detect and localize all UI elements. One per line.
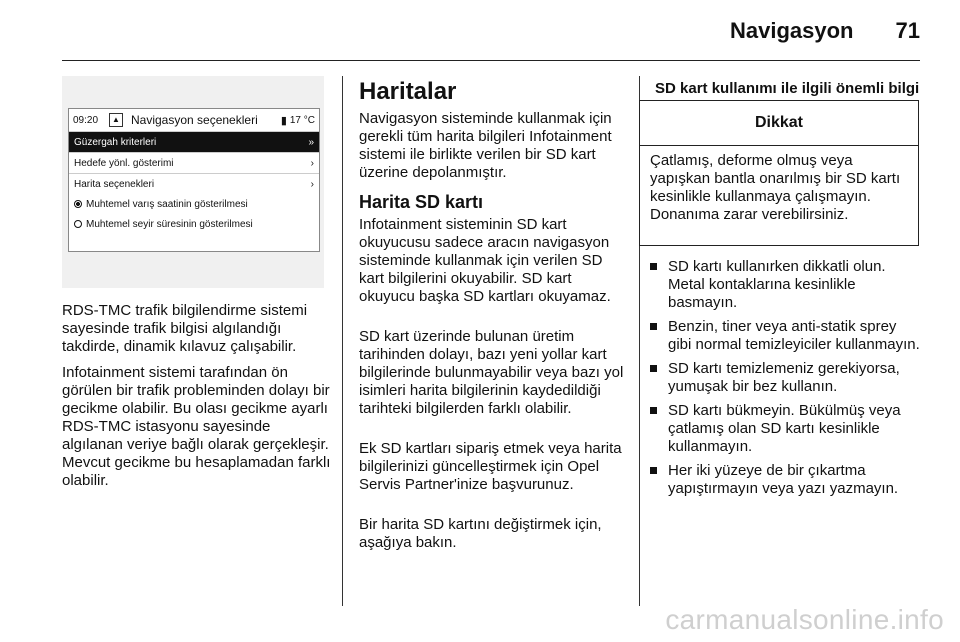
list-item xyxy=(648,360,923,396)
option-travel-duration[interactable] xyxy=(69,214,319,234)
menu-item-map-options[interactable] xyxy=(69,173,319,194)
bullet-square-icon xyxy=(650,467,657,474)
screen-time: 09:20 xyxy=(73,114,99,126)
left-paragraph-2: Infotainment sistemi tarafından ön görülen bir trafik probleminden dolayı bir gecikme olabilir. Bu olası gecikme ayarlı RDS-TMC istasyonu sayesinde algılanan veriye bağlı olarak gerçekleşir. Mevcut gecikme bu hesaplamadan farklı olabilir. xyxy=(62,364,331,489)
radio-empty-icon xyxy=(74,220,82,228)
nav-options-screen xyxy=(68,108,320,252)
list-item-text: SD kartı kullanırken dikkatli olun. Metal kontaklarına kesinlikle basmayın. xyxy=(668,258,886,311)
list-item-text: SD kartı temizlemeniz gerekiyorsa, yumuşak bir bez kullanın. xyxy=(668,360,900,395)
section-heading-sd-usage: SD kart kullanımı ile ilgili önemli bilgi xyxy=(655,80,920,97)
radio-selected-icon xyxy=(74,200,82,208)
option-label: Muhtemel seyir süresinin gösterilmesi xyxy=(86,218,253,230)
section-subheading-sd-card: Harita SD kartı xyxy=(359,192,484,212)
menu-item-label: Hedefe yönl. gösterimi xyxy=(74,157,174,169)
bullet-square-icon xyxy=(650,365,657,372)
menu-item-route-criteria[interactable] xyxy=(69,131,319,152)
caution-text: Çatlamış, deforme olmuş veya yapışkan bantla onarılmış bir SD kartı kesinlikle kullanmaya çalışmayın. Donanıma zarar verebilirsiniz. xyxy=(650,152,901,223)
thermometer-icon: ▮ xyxy=(280,114,287,127)
navigation-icon: ▲ xyxy=(109,113,123,127)
display-screenshot xyxy=(62,76,324,288)
page-number: 71 xyxy=(895,18,920,43)
list-item-text: Benzin, tiner veya anti-statik sprey gibi normal temizleyiciler kullanmayın. xyxy=(668,318,920,353)
list-item xyxy=(648,402,923,456)
left-paragraph-1: RDS-TMC trafik bilgilendirme sistemi sayesinde trafik bilgisi algılandığı takdirde, dinamik kılavuz çalışabilir. xyxy=(62,302,308,355)
middle-paragraph-3: SD kart üzerinde bulunan üretim tarihinden dolayı, bazı yeni yollar kart bilgilerinde bulunmayabilir veya bazı yol isimleri harita bilgilerinin kaydedildiği tarihteki bilgilerden farklı olabilir. xyxy=(359,328,624,417)
double-chevron-right-icon: » xyxy=(308,136,314,148)
chevron-right-icon: › xyxy=(310,157,314,169)
menu-item-label: Harita seçenekleri xyxy=(74,178,155,190)
screen-top-bar xyxy=(69,109,319,131)
bullet-square-icon xyxy=(650,407,657,414)
middle-paragraph-1: Navigasyon sisteminde kullanmak için gerekli tüm harita bilgileri Infotainment sistemi ile birlikte verilen bir SD kart üzerine depolanmıştır. xyxy=(359,110,612,181)
menu-item-direction-display[interactable] xyxy=(69,152,319,173)
bullet-square-icon xyxy=(650,263,657,270)
list-item-text: SD kartı bükmeyin. Bükülmüş veya çatlamış olan SD kartı kesinlikle kullanmayın. xyxy=(668,402,901,455)
menu-item-label: Güzergah kriterleri xyxy=(74,136,157,148)
list-item xyxy=(648,318,923,354)
bullet-square-icon xyxy=(650,323,657,330)
caution-notice-box xyxy=(639,100,919,246)
page-header-title: Navigasyon xyxy=(730,18,854,43)
option-arrival-time[interactable] xyxy=(69,194,319,214)
option-label: Muhtemel varış saatinin gösterilmesi xyxy=(86,198,248,210)
list-item xyxy=(648,462,923,498)
list-item xyxy=(648,258,923,312)
middle-paragraph-4: Ek SD kartları sipariş etmek veya harita bilgilerinizi güncelleştirmek için Opel Servis Partner'inize başvurunuz. xyxy=(359,440,622,493)
screen-temperature: 17 °C xyxy=(289,114,315,126)
list-item-text: Her iki yüzeye de bir çıkartma yapıştırmayın veya yazı yazmayın. xyxy=(668,462,899,497)
watermark-text: carmanualsonline.info xyxy=(665,604,944,635)
screen-title: Navigasyon seçenekleri xyxy=(131,113,258,127)
section-heading-maps: Haritalar xyxy=(359,78,457,105)
middle-paragraph-2: Infotainment sisteminin SD kart okuyucusu sadece aracın navigasyon sisteminde kullanmak için verilen SD kart bilgilerini okuyabilir. SD kart okuyucu başka SD kartları okuyamaz. xyxy=(359,216,611,305)
chevron-right-icon: › xyxy=(310,178,314,190)
column-divider-left xyxy=(342,76,343,606)
sd-card-tips-list xyxy=(648,258,923,504)
caution-title: Dikkat xyxy=(640,101,918,146)
header-rule xyxy=(62,60,920,61)
middle-paragraph-5: Bir harita SD kartını değiştirmek için, aşağıya bakın. xyxy=(359,516,602,551)
